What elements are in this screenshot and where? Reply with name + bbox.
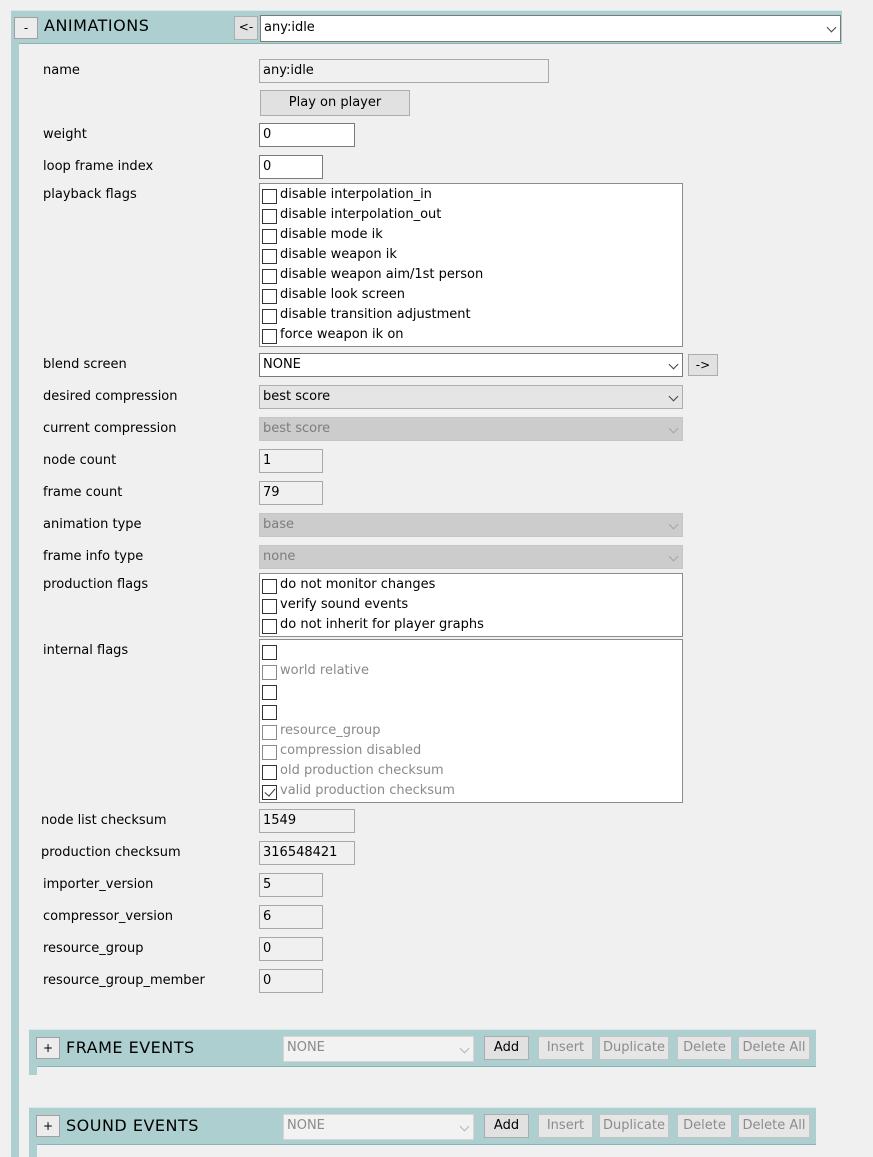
blend-screen-label: blend screen [43,357,127,372]
playback-flag-label: disable mode ik [280,227,383,242]
chevron-down-icon [669,552,679,562]
frame-count-label: frame count [43,485,123,500]
checkbox [262,725,277,740]
animations-collapse-button[interactable]: - [14,17,38,39]
name-field[interactable]: any:idle [259,59,549,83]
frame-events-side-bar [29,1065,37,1075]
internal-flag-label: old production checksum [280,763,444,778]
checkbox[interactable] [262,329,277,344]
internal-flags-label: internal flags [43,643,129,658]
back-button[interactable]: <- [234,16,258,40]
play-on-player-button[interactable]: Play on player [260,90,410,116]
compressor-version-field[interactable]: 6 [259,905,323,929]
chevron-down-icon [460,1122,470,1132]
node-list-checksum-label: node list checksum [41,813,167,828]
sound-events-select[interactable] [283,1114,474,1140]
frame-events-duplicate-button[interactable]: Duplicate [599,1036,669,1060]
playback-flag-label: disable interpolation_in [280,187,432,202]
sound-events-title: SOUND EVENTS [66,1116,199,1135]
checkbox [262,745,277,760]
chevron-down-icon [669,424,679,434]
frame-events-add-button[interactable]: Add [484,1036,529,1060]
checkbox[interactable] [262,579,277,594]
sound-events-select-value: NONE [287,1118,325,1133]
blend-screen-goto-button[interactable]: -> [688,354,718,376]
checkbox[interactable] [262,269,277,284]
playback-flag-label: force weapon ik on [280,327,404,342]
checkbox [262,765,277,780]
checkbox[interactable] [262,705,277,720]
importer-version-label: importer_version [43,877,154,892]
current-compression-select [259,417,683,441]
playback-flag-label: disable interpolation_out [280,207,442,222]
animation-type-value: base [263,517,294,532]
frame-events-expand-button[interactable]: + [36,1037,60,1059]
checkbox[interactable] [262,685,277,700]
animation-selector-value: any:idle [264,20,315,35]
checkbox [262,665,277,680]
desired-compression-label: desired compression [43,389,178,404]
current-compression-label: current compression [43,421,177,436]
animations-side-bar [11,42,19,1157]
frame-count-field[interactable]: 79 [259,481,323,505]
production-flags-label: production flags [43,577,149,592]
internal-flag-label: compression disabled [280,743,422,758]
desired-compression-value: best score [263,389,331,404]
checkmark-icon [264,785,275,797]
name-label: name [43,63,80,78]
playback-flag-label: disable weapon ik [280,247,397,262]
production-flags-list [259,573,683,637]
frame-info-type-label: frame info type [43,549,144,564]
weight-field[interactable]: 0 [259,123,355,147]
node-count-field[interactable]: 1 [259,449,323,473]
current-compression-value: best score [263,421,331,436]
checkbox[interactable] [262,209,277,224]
resource-group-label: resource_group [43,941,144,956]
sound-events-delete-all-button[interactable]: Delete All [738,1114,810,1138]
frame-info-type-value: none [263,549,296,564]
playback-flags-label: playback flags [43,187,137,202]
chevron-down-icon [460,1044,470,1054]
internal-flag-label: resource_group [280,723,381,738]
production-flag-label: do not monitor changes [280,577,436,592]
node-count-label: node count [43,453,117,468]
frame-events-insert-button[interactable]: Insert [538,1036,593,1060]
loop-frame-index-field[interactable]: 0 [259,155,323,179]
blend-screen-value: NONE [263,357,301,372]
animation-type-select [259,513,683,537]
chevron-down-icon [827,23,837,33]
production-flag-label: do not inherit for player graphs [280,617,484,632]
checkbox[interactable] [262,619,277,634]
animations-title: ANIMATIONS [44,16,150,35]
blend-screen-select[interactable] [259,353,683,377]
chevron-down-icon [669,392,679,402]
internal-flag-label: valid production checksum [280,783,455,798]
animation-type-label: animation type [43,517,142,532]
compressor-version-label: compressor_version [43,909,174,924]
frame-events-select[interactable] [283,1036,474,1062]
production-flag-label: verify sound events [280,597,409,612]
desired-compression-select[interactable] [259,385,683,409]
sound-events-insert-button[interactable]: Insert [538,1114,593,1138]
animation-selector[interactable] [260,15,841,42]
frame-events-title: FRAME EVENTS [66,1038,195,1057]
checkbox[interactable] [262,249,277,264]
frame-events-select-value: NONE [287,1040,325,1055]
checkbox[interactable] [262,645,277,660]
checkbox[interactable] [262,309,277,324]
production-checksum-field[interactable]: 316548421 [259,841,355,865]
checkbox[interactable] [262,289,277,304]
playback-flag-label: disable look screen [280,287,405,302]
resource-group-member-label: resource_group_member [43,973,205,988]
sound-events-delete-button[interactable]: Delete [677,1114,732,1138]
checkbox[interactable] [262,229,277,244]
sound-events-expand-button[interactable]: + [36,1115,60,1137]
importer-version-field[interactable]: 5 [259,873,323,897]
playback-flags-list [259,183,683,347]
resource-group-field[interactable]: 0 [259,937,323,961]
chevron-down-icon [669,520,679,530]
node-list-checksum-field[interactable]: 1549 [259,809,355,833]
sound-events-add-button[interactable]: Add [484,1114,529,1138]
chevron-down-icon [669,360,679,370]
internal-flag-label: world relative [280,663,369,678]
checkbox[interactable] [262,189,277,204]
frame-events-delete-button[interactable]: Delete [677,1036,732,1060]
frame-info-type-select [259,545,683,569]
resource-group-member-field[interactable]: 0 [259,969,323,993]
production-checksum-label: production checksum [41,845,181,860]
checkbox-checked [262,785,277,800]
internal-flags-list [259,639,683,803]
sound-events-duplicate-button[interactable]: Duplicate [599,1114,669,1138]
weight-label: weight [43,127,87,142]
loop-frame-index-label: loop frame index [43,159,154,174]
sound-events-side-bar [29,1143,37,1157]
frame-events-delete-all-button[interactable]: Delete All [738,1036,810,1060]
checkbox[interactable] [262,599,277,614]
playback-flag-label: disable weapon aim/1st person [280,267,484,282]
playback-flag-label: disable transition adjustment [280,307,471,322]
